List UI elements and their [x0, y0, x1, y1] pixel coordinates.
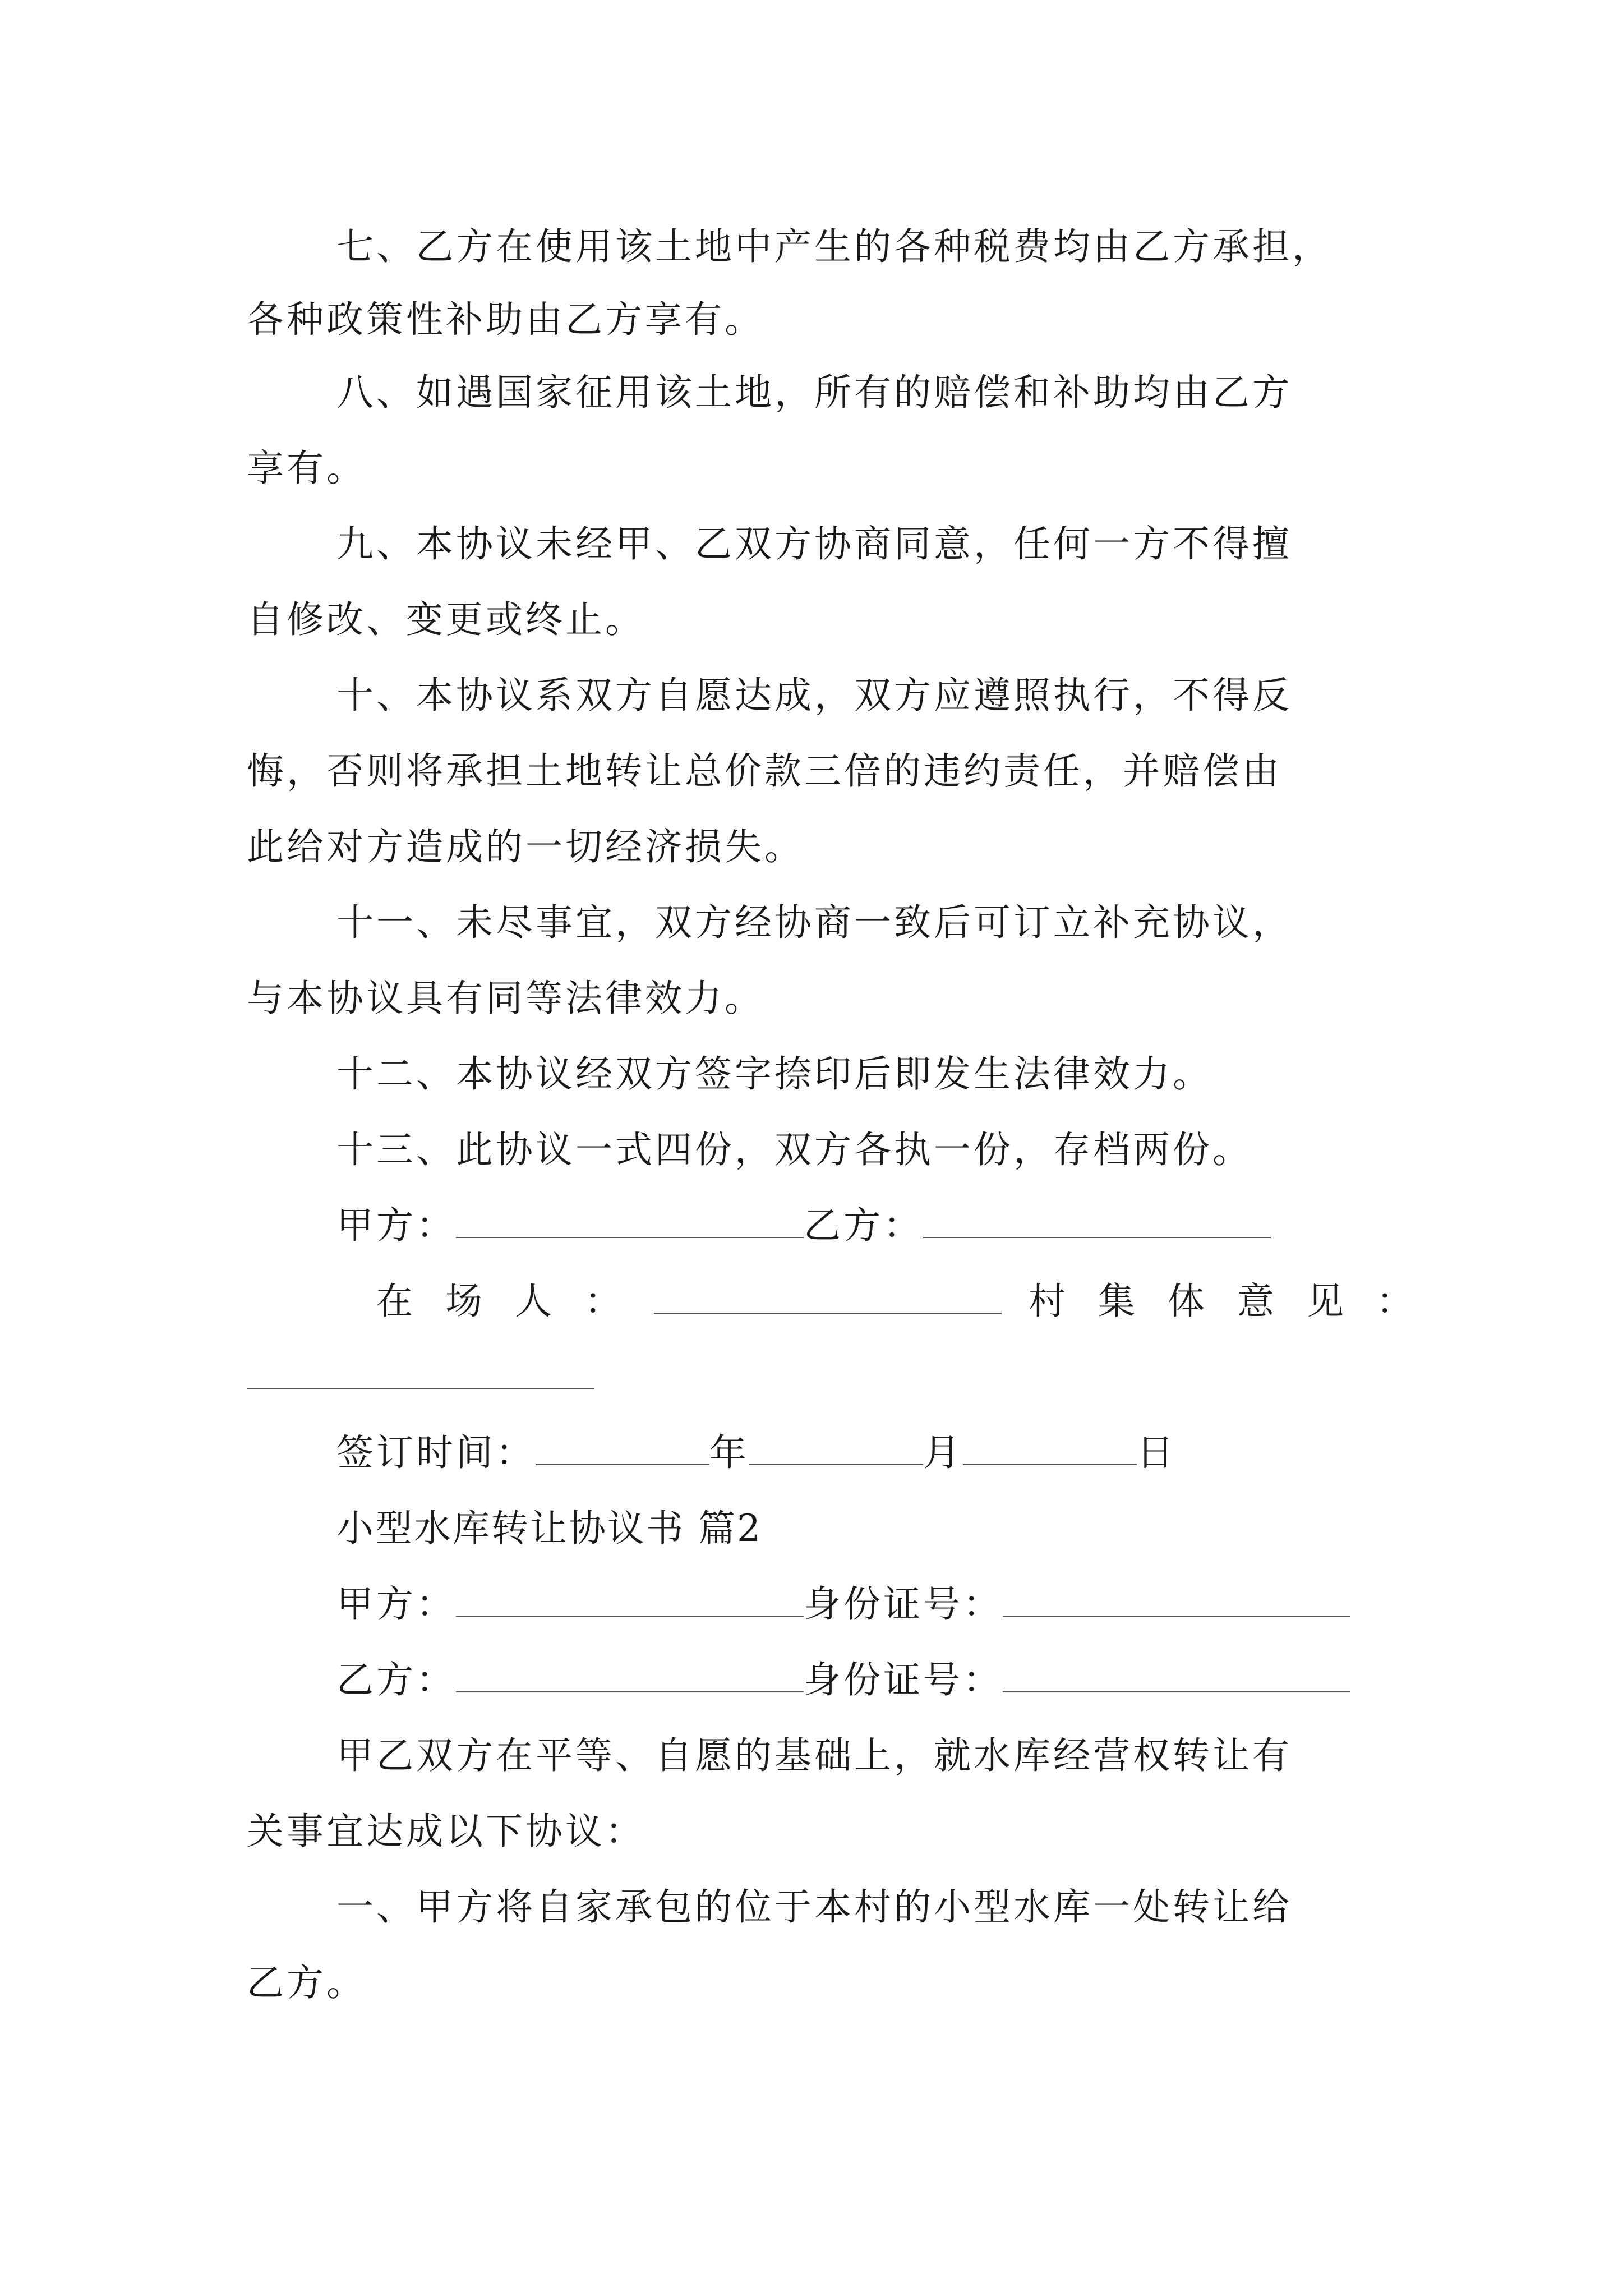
witness-blank[interactable]	[654, 1279, 1002, 1314]
clause-10-line-2: 悔，否则将承担土地转让总价款三倍的违约责任，并赔偿由	[247, 749, 1282, 793]
clause-13-line-1: 十三、此协议一式四份，双方各执一份，存档两份。	[336, 1128, 1252, 1171]
clause-7-line-1: 七、乙方在使用该土地中产生的各种税费均由乙方承担，	[336, 225, 1332, 268]
clause-11-line-2: 与本协议具有同等法律效力。	[247, 977, 764, 1020]
month-blank[interactable]	[749, 1430, 923, 1465]
witness-label: 在场人：	[376, 1280, 654, 1323]
village-opinion-blank[interactable]	[247, 1355, 594, 1389]
section-2-id-b-label: 身份证号：	[804, 1658, 1003, 1701]
section-2-id-a-blank[interactable]	[1003, 1582, 1350, 1617]
section-2-id-b-blank[interactable]	[1003, 1658, 1350, 1692]
clause-10-line-3: 此给对方造成的一切经济损失。	[247, 825, 804, 868]
clause-12-line-1: 十二、本协议经双方签字捺印后即发生法律效力。	[336, 1052, 1212, 1096]
section-2-intro-line-2: 关事宜达成以下协议：	[247, 1810, 645, 1853]
clause-10-line-1: 十、本协议系双方自愿达成，双方应遵照执行，不得反	[336, 674, 1292, 717]
year-label: 年	[709, 1431, 749, 1474]
signing-date-row	[336, 1428, 1531, 1478]
section-2-id-a-label: 身份证号：	[804, 1582, 1003, 1626]
section-2-title: 小型水库转让协议书 篇2	[336, 1507, 762, 1550]
section-2-clause-1-line-1: 一、甲方将自家承包的位于本村的小型水库一处转让给	[336, 1885, 1292, 1929]
party-b-label: 乙方：	[804, 1204, 923, 1247]
village-opinion-label: 村集体意见：	[1029, 1280, 1446, 1323]
clause-8-line-2: 享有。	[247, 447, 366, 490]
clause-8-line-1: 八、如遇国家征用该土地，所有的赔偿和补助均由乙方	[336, 371, 1292, 414]
day-blank[interactable]	[963, 1430, 1137, 1465]
section-2-clause-1-line-2: 乙方。	[247, 1961, 366, 2004]
section-2-party-b-row	[336, 1655, 1531, 1705]
party-a-label: 甲方：	[336, 1204, 456, 1247]
year-blank[interactable]	[536, 1430, 709, 1465]
party-a-blank[interactable]	[456, 1203, 804, 1238]
section-2-intro-line-1: 甲乙双方在平等、自愿的基础上，就水库经营权转让有	[336, 1734, 1292, 1777]
village-opinion-row	[247, 1352, 1441, 1402]
day-label: 日	[1137, 1431, 1177, 1474]
witness-row	[376, 1276, 1446, 1327]
clause-9-line-2: 自修改、变更或终止。	[247, 598, 645, 641]
clause-7-line-2: 各种政策性补助由乙方享有。	[247, 298, 764, 341]
section-2-party-a-label: 甲方：	[336, 1582, 456, 1626]
section-2-party-a-row	[336, 1579, 1531, 1630]
party-b-blank[interactable]	[923, 1203, 1271, 1238]
section-2-party-b-blank[interactable]	[456, 1658, 804, 1692]
clause-11-line-1: 十一、未尽事宜，双方经协商一致后可订立补充协议，	[336, 901, 1292, 944]
month-label: 月	[923, 1431, 963, 1474]
signature-party-row	[336, 1200, 1531, 1251]
section-2-party-a-blank[interactable]	[456, 1582, 804, 1617]
section-2-party-b-label: 乙方：	[336, 1658, 456, 1701]
clause-9-line-1: 九、本协议未经甲、乙双方协商同意，任何一方不得擅	[336, 522, 1292, 565]
signing-date-label: 签订时间：	[336, 1431, 536, 1474]
